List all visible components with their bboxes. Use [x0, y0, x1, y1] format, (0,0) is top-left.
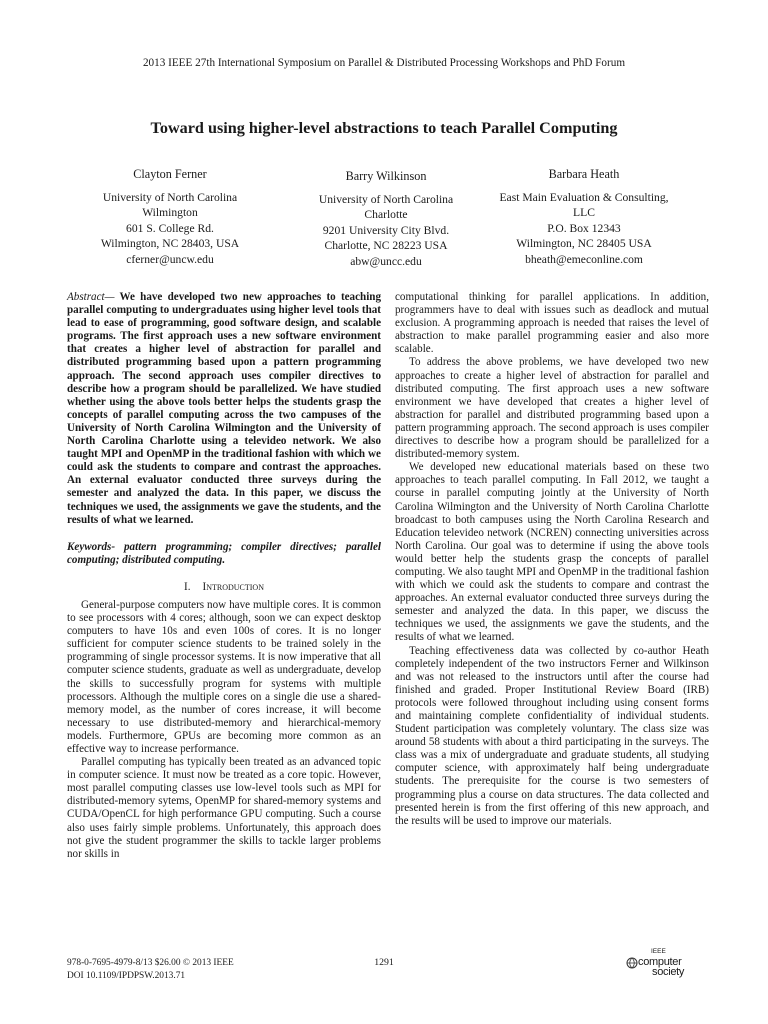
author-email: cferner@uncw.edu	[126, 252, 214, 266]
author-block-2	[286, 169, 486, 269]
abstract-lead: Abstract—	[67, 291, 115, 303]
author-affiliation: University of North Carolina	[102, 190, 238, 204]
author-affiliation: Wilmington	[142, 206, 198, 219]
paper-title: Toward using higher-level abstractions to teach Parallel Computing	[150, 119, 618, 137]
conference-header: 2013 IEEE 27th International Symposium on Parallel & Distributed Processing Workshops and PhD Forum	[142, 57, 626, 69]
right-column	[395, 291, 709, 828]
body-paragraph: computational thinking for parallel applications. In addition, programmers have to deal with issues such as deadlock and mutual exclusion. A programming approach is needed that raises the level of abstraction to make parallel programming easier and also more scalable.	[395, 291, 709, 356]
footer-doi: DOI 10.1109/IPDPSW.2013.71	[67, 970, 186, 981]
author-affiliation: Charlotte	[364, 208, 408, 221]
body-paragraph: We developed new educational materials based on these two approaches to teach parallel computing. In Fall 2012, we taught a course in parallel computing jointly at the University of North Carolina Wilmington and the University of North Carolina Charlotte broadcast to both campuses using the North Carolina Research and Education televideo network (NCREN) connecting universities across North Carolina. Our goal was to determine if using the above tools would better help the students grasp the concepts of parallel computing. We also taught MPI and OpenMP in the traditional fashion with which we could ask the students to compare and contrast the approaches. An external evaluator conducted three surveys during the semester and analyzed the data. In this paper, we discuss the techniques we used, the assignments we gave the students, and the results of what we learned.	[395, 461, 709, 644]
body-paragraph: General-purpose computers now have multiple cores. It is common to see processors with 4 cores; although, soon we can expect desktop computers to have 10s and even 100s of cores. It is no longer sufficient for computer science students to be trained solely in the programming of single processor systems. It is now imperative that all computer science students, graduate as well as undergraduate, develop the skills to successfully program for systems with multiple processors. Although the multiple cores on a single die use a shared-memory model, as the number of cores increase, it will become necessary to use distributed-memory and hierarchical-memory models. Furthermore, GPUs are becoming more common as an effective way to increase performance.	[67, 598, 381, 755]
logo-ieee-text: IEEE	[651, 948, 666, 955]
section-title: Introduction	[202, 580, 264, 593]
author-affiliation: University of North Carolina	[318, 192, 454, 206]
author-address: Wilmington, NC 28403, USA	[100, 237, 240, 250]
body-paragraph: Parallel computing has typically been treated as an advanced topic in computer science. It must now be treated as a core topic. However, most parallel computing classes use low-level tools such as MPI for distributed-memory sytems, OpenMP for shared-memory systems and CUDA/OpenCL for high performance GPU computing. Such a course also uses fairly simple problems. Unfortunately, this approach does not give the student programmer the skills to tackle larger problems nor skills in	[67, 756, 381, 860]
author-block-1	[80, 167, 260, 267]
author-address: P.O. Box 12343	[547, 221, 621, 235]
author-block-3	[484, 167, 684, 267]
keywords-text: pattern programming; compiler directives; parallel computing; distributed computing.	[67, 540, 381, 566]
author-address: 601 S. College Rd.	[126, 221, 214, 235]
body-paragraph: To address the above problems, we have developed two new approaches to create a higher level of abstraction for parallel and distributed computing. The first approach uses a new software environment we have developed that creates a higher level of abstraction for parallel and distributed programming based upon a pattern programming approach. The second approach is uses compiler directives to describe how a program should be parallelized for a distributed-memory system.	[395, 356, 709, 461]
author-name: Barbara Heath	[548, 167, 620, 181]
author-affiliation: East Main Evaluation & Consulting,	[499, 190, 669, 204]
keywords-lead: Keywords-	[67, 540, 116, 553]
author-address: 9201 University City Blvd.	[322, 223, 450, 237]
logo-society-text: society	[652, 966, 685, 978]
keywords	[67, 541, 381, 567]
ieee-computer-society-logo-icon	[626, 948, 706, 982]
globe-icon	[626, 957, 638, 969]
section-number: I.	[184, 580, 191, 593]
abstract	[67, 291, 381, 527]
author-email: bheath@emeconline.com	[525, 252, 643, 266]
left-column	[67, 291, 381, 861]
section-heading	[67, 581, 381, 594]
footer-copyright	[67, 957, 234, 982]
footer-isbn: 978-0-7695-4979-8/13 $26.00 © 2013 IEEE	[67, 958, 234, 968]
author-address: Charlotte, NC 28223 USA	[324, 239, 448, 252]
abstract-text: We have developed two new approaches to teaching parallel computing to undergraduates using higher level tools that lead to ease of programming, good software design, and scalable programs. The first approach uses a new software environment that creates a higher level of abstraction for parallel and distributed programming based upon a pattern programming approach. The second approach uses compiler directives to describe how a program should be parallelized. We have studied whether using the above tools better helps the students grasp the concepts of parallel computing across the two campuses of the University of North Carolina Wilmington and the University of North Carolina Charlotte using a televideo network. We also taught MPI and OpenMP in the traditional fashion with which we could ask the students to compare and contrast the approaches. An external evaluator conducted three surveys during the semester and analyzed the data. In this paper, we discuss the techniques we used, the assignments we gave the students, and the results of what we learned.	[67, 291, 381, 526]
author-address: Wilmington, NC 28405 USA	[516, 237, 652, 250]
body-paragraph: Teaching effectiveness data was collected by co-author Heath completely independent of the two instructors Ferner and Wilkinson and was not released to the instructors until after the course had finished and graded. Proper Institutional Review Board (IRB) protocols were followed throughout including using consent forms and maintaining complete confidentiality of individual students. Student participation was completely voluntary. The class size was around 58 students with about a third participating in the surveys. The class was a mix of undergraduate and graduate students, all studying computer science, with approximately half being undergraduate students. The prerequisite for the course is two semesters of programming plus a course on data structures. The data collected and presented herein is from the first offering of this new approach, and the results will be used to improve our materials.	[395, 644, 709, 827]
author-affiliation: LLC	[573, 206, 595, 219]
author-email: abw@uncc.edu	[350, 254, 422, 268]
page-number: 1291	[374, 957, 394, 968]
author-name: Barry Wilkinson	[345, 169, 427, 183]
logo-computer-text: computer	[638, 956, 682, 968]
author-name: Clayton Ferner	[133, 167, 207, 181]
